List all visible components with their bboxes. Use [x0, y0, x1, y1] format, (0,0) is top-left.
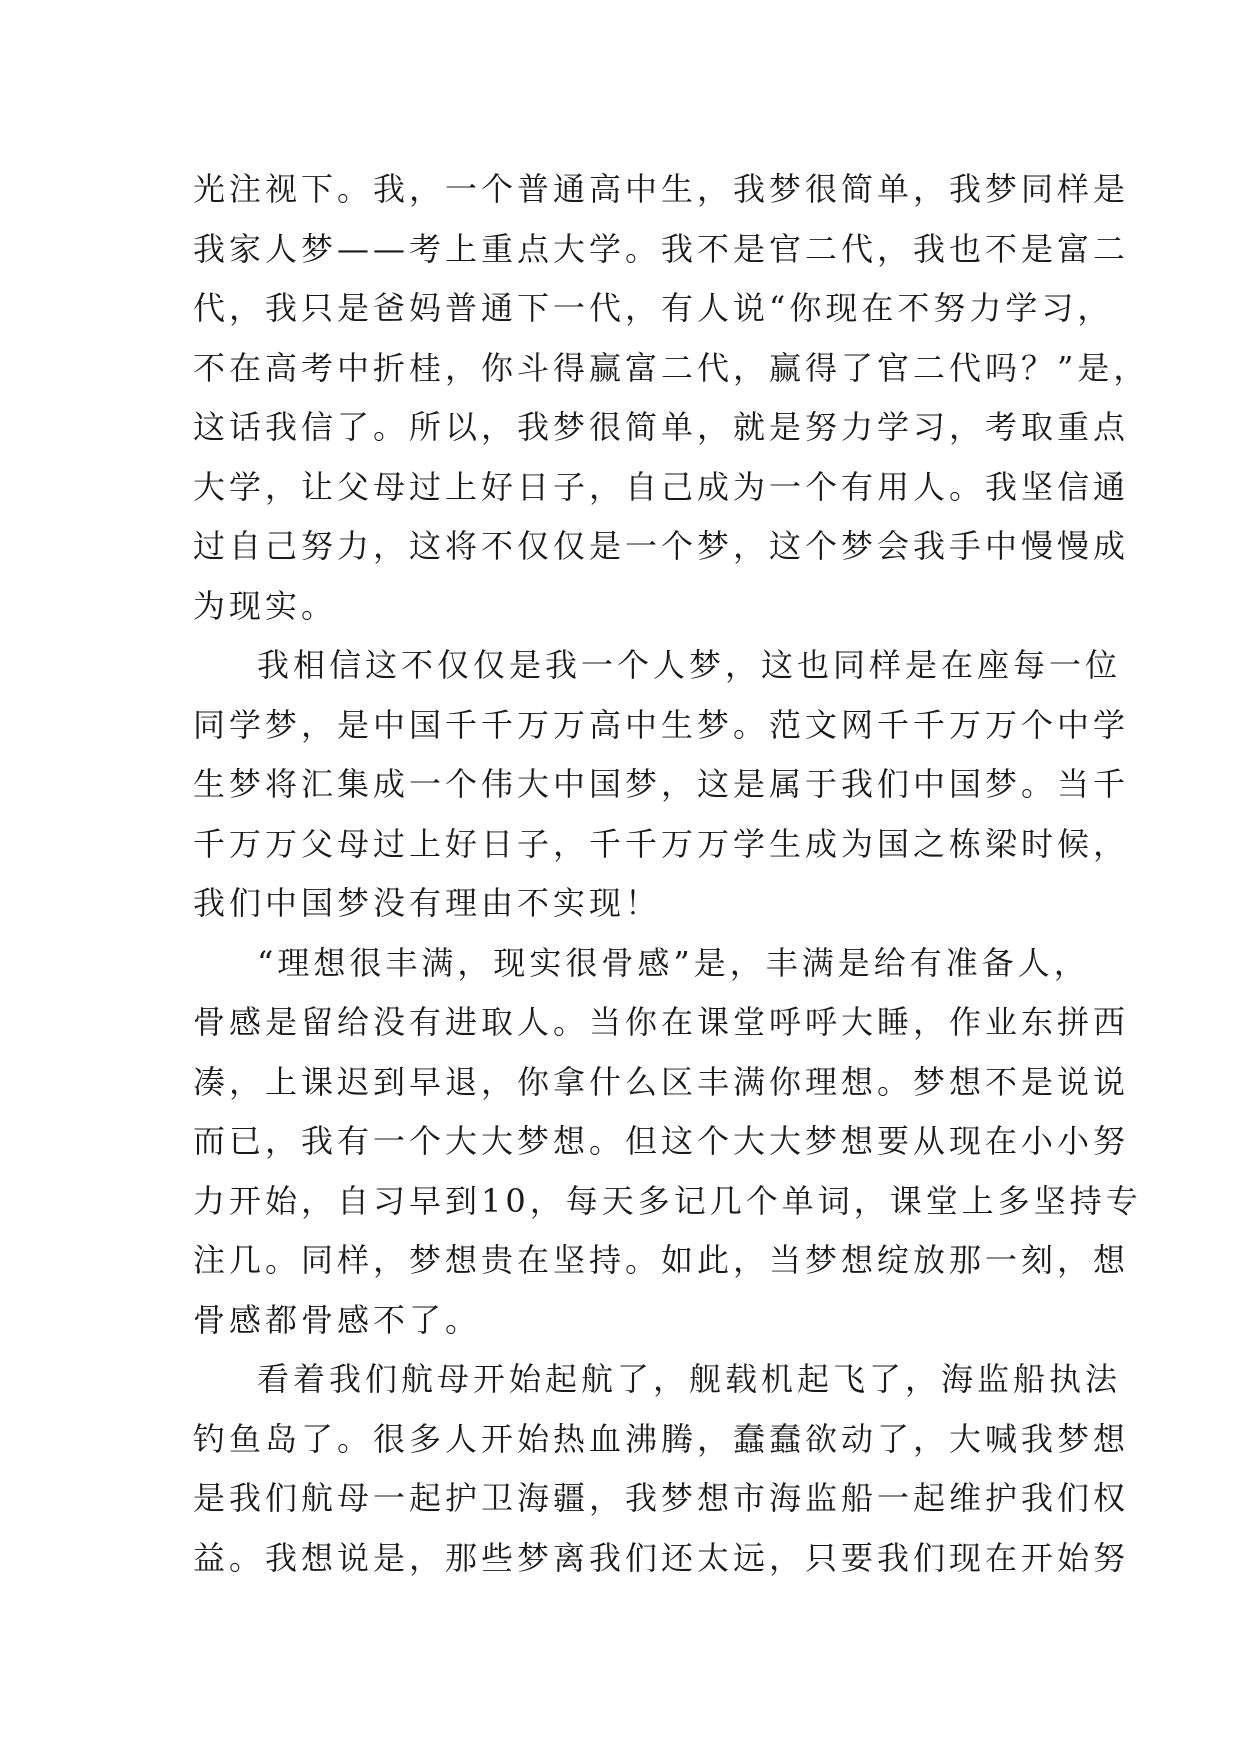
text-line: 骨感是留给没有进取人。当你在课堂呼呼大睡，作业东拼西 [193, 1003, 1130, 1041]
text-line: 不在高考中折桂，你斗得赢富二代，赢得了官二代吗？”是， [193, 348, 1150, 387]
text-line: 千万万父母过上好日子，千千万万学生成为国之栋梁时候， [193, 824, 1130, 863]
body-text [193, 160, 1150, 1588]
text-line: 代，我只是爸妈普通下一代，有人说“你现在不努力学习， [193, 289, 1114, 327]
text-line: 凑，上课迟到早退，你拿什么区丰满你理想。梦想不是说说 [193, 1062, 1130, 1101]
text-line: 钓鱼岛了。很多人开始热血沸腾，蠢蠢欲动了，大喊我梦想 [193, 1419, 1130, 1458]
text-line: 而已，我有一个大大梦想。但这个大大梦想要从现在小小努 [193, 1122, 1130, 1160]
paragraph [193, 1350, 1130, 1588]
paragraph [193, 934, 1142, 1351]
text-line: 大学，让父母过上好日子，自己成为一个有用人。我坚信通 [193, 467, 1130, 506]
text-line: 看着我们航母开始起航了，舰载机起飞了，海监船执法 [257, 1360, 1122, 1398]
text-line: 益。我想说是，那些梦离我们还太远，只要我们现在开始努 [193, 1538, 1130, 1577]
text-line: 我相信这不仅仅是我一个人梦，这也同样是在座每一位 [257, 646, 1122, 684]
paragraph [193, 160, 1150, 636]
paragraph [193, 636, 1130, 934]
text-line: 注几。同样，梦想贵在坚持。如此，当梦想绽放那一刻，想 [193, 1241, 1130, 1279]
text-line: 这话我信了。所以，我梦很简单，就是努力学习，考取重点 [193, 408, 1130, 446]
text-line: 过自己努力，这将不仅仅是一个梦，这个梦会我手中慢慢成 [193, 527, 1130, 565]
text-line: 同学梦，是中国千千万万高中生梦。范文网千千万万个中学 [193, 705, 1130, 744]
text-line: 是我们航母一起护卫海疆，我梦想市海监船一起维护我们权 [193, 1479, 1130, 1517]
text-line: 生梦将汇集成一个伟大中国梦，这是属于我们中国梦。当千 [193, 765, 1130, 803]
text-line: 为现实。 [193, 586, 338, 625]
text-line: 光注视下。我，一个普通高中生，我梦很简单，我梦同样是 [193, 170, 1130, 208]
text-line: 力开始，自习早到10，每天多记几个单词，课堂上多坚持专 [193, 1181, 1142, 1220]
text-line: 我们中国梦没有理由不实现！ [193, 884, 662, 922]
text-line: 骨感都骨感不了。 [193, 1300, 482, 1339]
text-line: “理想很丰满，现实很骨感”是，丰满是给有准备人， [257, 943, 1090, 982]
text-line: 我家人梦——考上重点大学。我不是官二代，我也不是富二 [193, 229, 1130, 268]
